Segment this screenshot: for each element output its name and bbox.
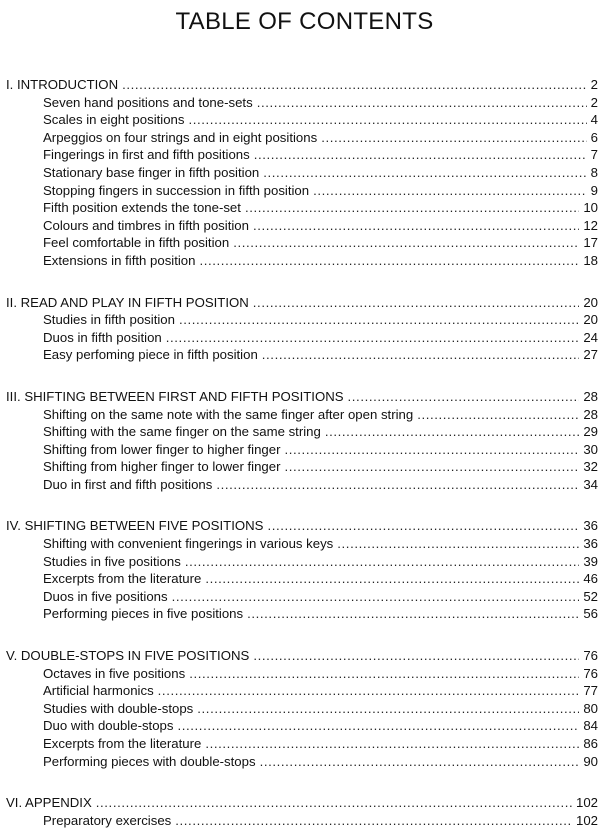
- page-number: 36: [583, 518, 598, 534]
- page-number: 86: [583, 736, 598, 751]
- toc-entry-row[interactable]: [6, 665, 598, 683]
- toc-entry-label: Arpeggios on four strings and in eight positions: [43, 129, 318, 145]
- toc-entry-label: Shifting from lower finger to higher finger: [43, 441, 281, 457]
- dot-leader: [321, 129, 586, 147]
- section-heading: II. READ AND PLAY IN FIFTH POSITION: [6, 294, 249, 310]
- toc-entry-label: Shifting with the same finger on the same string: [43, 424, 321, 440]
- dot-leader: [197, 700, 579, 718]
- dot-leader: [233, 234, 579, 252]
- toc-entry-label: Feel comfortable in fifth position: [43, 235, 230, 251]
- toc-entry-row[interactable]: [6, 441, 598, 459]
- dot-leader: [247, 605, 579, 623]
- toc-section-row[interactable]: [6, 294, 598, 312]
- toc-entry-row[interactable]: [6, 717, 598, 735]
- dot-leader: [96, 794, 572, 812]
- toc-entry-label: Scales in eight positions: [43, 112, 185, 128]
- toc-section: [6, 647, 598, 770]
- toc-entry-label: Excerpts from the literature: [43, 571, 202, 587]
- toc-entry-row[interactable]: [6, 406, 598, 424]
- dot-leader: [122, 76, 587, 94]
- dot-leader: [348, 388, 580, 406]
- page-number: 56: [583, 606, 598, 622]
- page-number: 76: [583, 648, 598, 664]
- page-number: 90: [583, 753, 598, 769]
- page-number: 2: [590, 94, 598, 110]
- dot-leader: [175, 812, 572, 829]
- toc-entry-label: Octaves in five positions: [43, 665, 186, 681]
- page-number: 8: [590, 164, 598, 180]
- table-of-contents: [6, 76, 598, 829]
- page-number: 6: [590, 129, 598, 145]
- dot-leader: [260, 753, 580, 771]
- dot-leader: [257, 94, 587, 112]
- toc-entry-row[interactable]: [6, 146, 598, 164]
- page-number: 77: [583, 683, 598, 699]
- dot-leader: [253, 294, 580, 312]
- page-number: 102: [575, 812, 598, 828]
- toc-entry-row[interactable]: [6, 346, 598, 364]
- page-title: TABLE OF CONTENTS: [175, 8, 434, 35]
- toc-entry-row[interactable]: [6, 682, 598, 700]
- dot-leader: [253, 647, 579, 665]
- toc-entry-label: Performing pieces in five positions: [43, 606, 244, 622]
- toc-entry-row[interactable]: [6, 735, 598, 753]
- toc-section: [6, 294, 598, 364]
- toc-entry-label: Stopping fingers in succession in fifth position: [43, 182, 310, 198]
- toc-entry-row[interactable]: [6, 605, 598, 623]
- toc-entry-row[interactable]: [6, 199, 598, 217]
- toc-section-row[interactable]: [6, 388, 598, 406]
- dot-leader: [189, 665, 579, 683]
- toc-entry-label: Duo with double-stops: [43, 718, 174, 734]
- page-number: 17: [583, 235, 598, 251]
- page-number: 20: [583, 294, 598, 310]
- dot-leader: [245, 199, 579, 217]
- page-number: 32: [583, 459, 598, 475]
- toc-entry-label: Studies in fifth position: [43, 312, 175, 328]
- toc-entry-label: Shifting with convenient fingerings in various keys: [43, 536, 334, 552]
- toc-entry-row[interactable]: [6, 700, 598, 718]
- page-number: 9: [590, 182, 598, 198]
- toc-entry-row[interactable]: [6, 94, 598, 112]
- toc-section: [6, 388, 598, 494]
- toc-entry-row[interactable]: [6, 311, 598, 329]
- page-number: 34: [583, 476, 598, 492]
- toc-section: [6, 76, 598, 270]
- page-number: 102: [575, 795, 598, 811]
- page-number: 46: [583, 571, 598, 587]
- dot-leader: [179, 311, 579, 329]
- page-number: 20: [583, 312, 598, 328]
- page-number: 28: [583, 388, 598, 404]
- toc-entry-label: Extensions in fifth position: [43, 252, 196, 268]
- dot-leader: [337, 535, 579, 553]
- toc-section-row[interactable]: [6, 794, 598, 812]
- toc-entry-row[interactable]: [6, 812, 598, 829]
- toc-entry-row[interactable]: [6, 476, 598, 494]
- toc-entry-row[interactable]: [6, 164, 598, 182]
- toc-entry-label: Fingerings in first and fifth positions: [43, 147, 250, 163]
- page-number: 27: [583, 347, 598, 363]
- toc-entry-row[interactable]: [6, 111, 598, 129]
- toc-entry-row[interactable]: [6, 182, 598, 200]
- toc-section-row[interactable]: [6, 647, 598, 665]
- toc-entry-row[interactable]: [6, 458, 598, 476]
- dot-leader: [313, 182, 587, 200]
- section-heading: IV. SHIFTING BETWEEN FIVE POSITIONS: [6, 518, 264, 534]
- toc-entry-label: Duos in five positions: [43, 588, 168, 604]
- toc-entry-label: Shifting on the same note with the same finger after open string: [43, 406, 414, 422]
- page-number: 18: [583, 252, 598, 268]
- toc-entry-label: Preparatory exercises: [43, 812, 172, 828]
- toc-entry-label: Excerpts from the literature: [43, 736, 202, 751]
- toc-entry-label: Stationary base finger in fifth position: [43, 164, 260, 180]
- dot-leader: [262, 346, 580, 364]
- toc-entry-label: Studies with double-stops: [43, 700, 194, 716]
- toc-entry-row[interactable]: [6, 234, 598, 252]
- toc-entry-label: Duo in first and fifth positions: [43, 476, 213, 492]
- dot-leader: [205, 570, 579, 588]
- toc-entry-label: Colours and timbres in fifth position: [43, 217, 249, 233]
- dot-leader: [185, 553, 580, 571]
- toc-entry-row[interactable]: [6, 329, 598, 347]
- page-number: 84: [583, 718, 598, 734]
- dot-leader: [205, 735, 579, 753]
- dot-leader: [263, 164, 586, 182]
- toc-section-row[interactable]: [6, 517, 598, 535]
- toc-entry-label: Easy perfoming piece in fifth position: [43, 347, 258, 363]
- toc-entry-row[interactable]: [6, 252, 598, 270]
- page-number: 12: [583, 217, 598, 233]
- dot-leader: [177, 717, 579, 735]
- dot-leader: [188, 111, 586, 129]
- page-number: 52: [583, 588, 598, 604]
- dot-leader: [199, 252, 579, 270]
- toc-entry-row[interactable]: [6, 753, 598, 771]
- page-number: 24: [583, 329, 598, 345]
- page-number: 10: [583, 200, 598, 216]
- page-number: 30: [583, 441, 598, 457]
- page-number: 76: [583, 665, 598, 681]
- section-heading: VI. APPENDIX: [6, 795, 92, 811]
- toc-entry-label: Fifth position extends the tone-set: [43, 200, 241, 216]
- page-number: 80: [583, 700, 598, 716]
- toc-section: [6, 794, 598, 829]
- dot-leader: [325, 423, 580, 441]
- toc-section: [6, 517, 598, 623]
- toc-entry-row[interactable]: [6, 570, 598, 588]
- dot-leader: [285, 458, 580, 476]
- dot-leader: [417, 406, 579, 424]
- page-number: 4: [590, 112, 598, 128]
- section-heading: I. INTRODUCTION: [6, 77, 119, 92]
- toc-entry-label: Artificial harmonics: [43, 683, 154, 699]
- toc-entry-label: Studies in five positions: [43, 553, 181, 569]
- toc-entry-label: Seven hand positions and tone-sets: [43, 94, 253, 110]
- dot-leader: [253, 217, 579, 235]
- toc-entry-label: Duos in fifth position: [43, 329, 162, 345]
- toc-entry-row[interactable]: [6, 588, 598, 606]
- dot-leader: [285, 441, 580, 459]
- page-number: 7: [590, 147, 598, 163]
- dot-leader: [216, 476, 579, 494]
- toc-entry-row[interactable]: [6, 423, 598, 441]
- dot-leader: [254, 146, 587, 164]
- dot-leader: [172, 588, 580, 606]
- toc-entry-row[interactable]: [6, 217, 598, 235]
- toc-entry-row[interactable]: [6, 553, 598, 571]
- toc-entry-label: Shifting from higher finger to lower finger: [43, 459, 281, 475]
- page-number: 29: [583, 424, 598, 440]
- page-number: 39: [583, 553, 598, 569]
- toc-entry-row[interactable]: [6, 129, 598, 147]
- page-number: 2: [590, 77, 598, 92]
- page-number: 36: [583, 536, 598, 552]
- dot-leader: [267, 517, 579, 535]
- section-heading: V. DOUBLE-STOPS IN FIVE POSITIONS: [6, 648, 250, 664]
- dot-leader: [158, 682, 580, 700]
- page-number: 28: [583, 406, 598, 422]
- section-heading: III. SHIFTING BETWEEN FIRST AND FIFTH POSITIONS: [6, 388, 344, 404]
- toc-entry-label: Performing pieces with double-stops: [43, 753, 256, 769]
- toc-section-row[interactable]: [6, 76, 598, 94]
- dot-leader: [166, 329, 580, 347]
- toc-entry-row[interactable]: [6, 535, 598, 553]
